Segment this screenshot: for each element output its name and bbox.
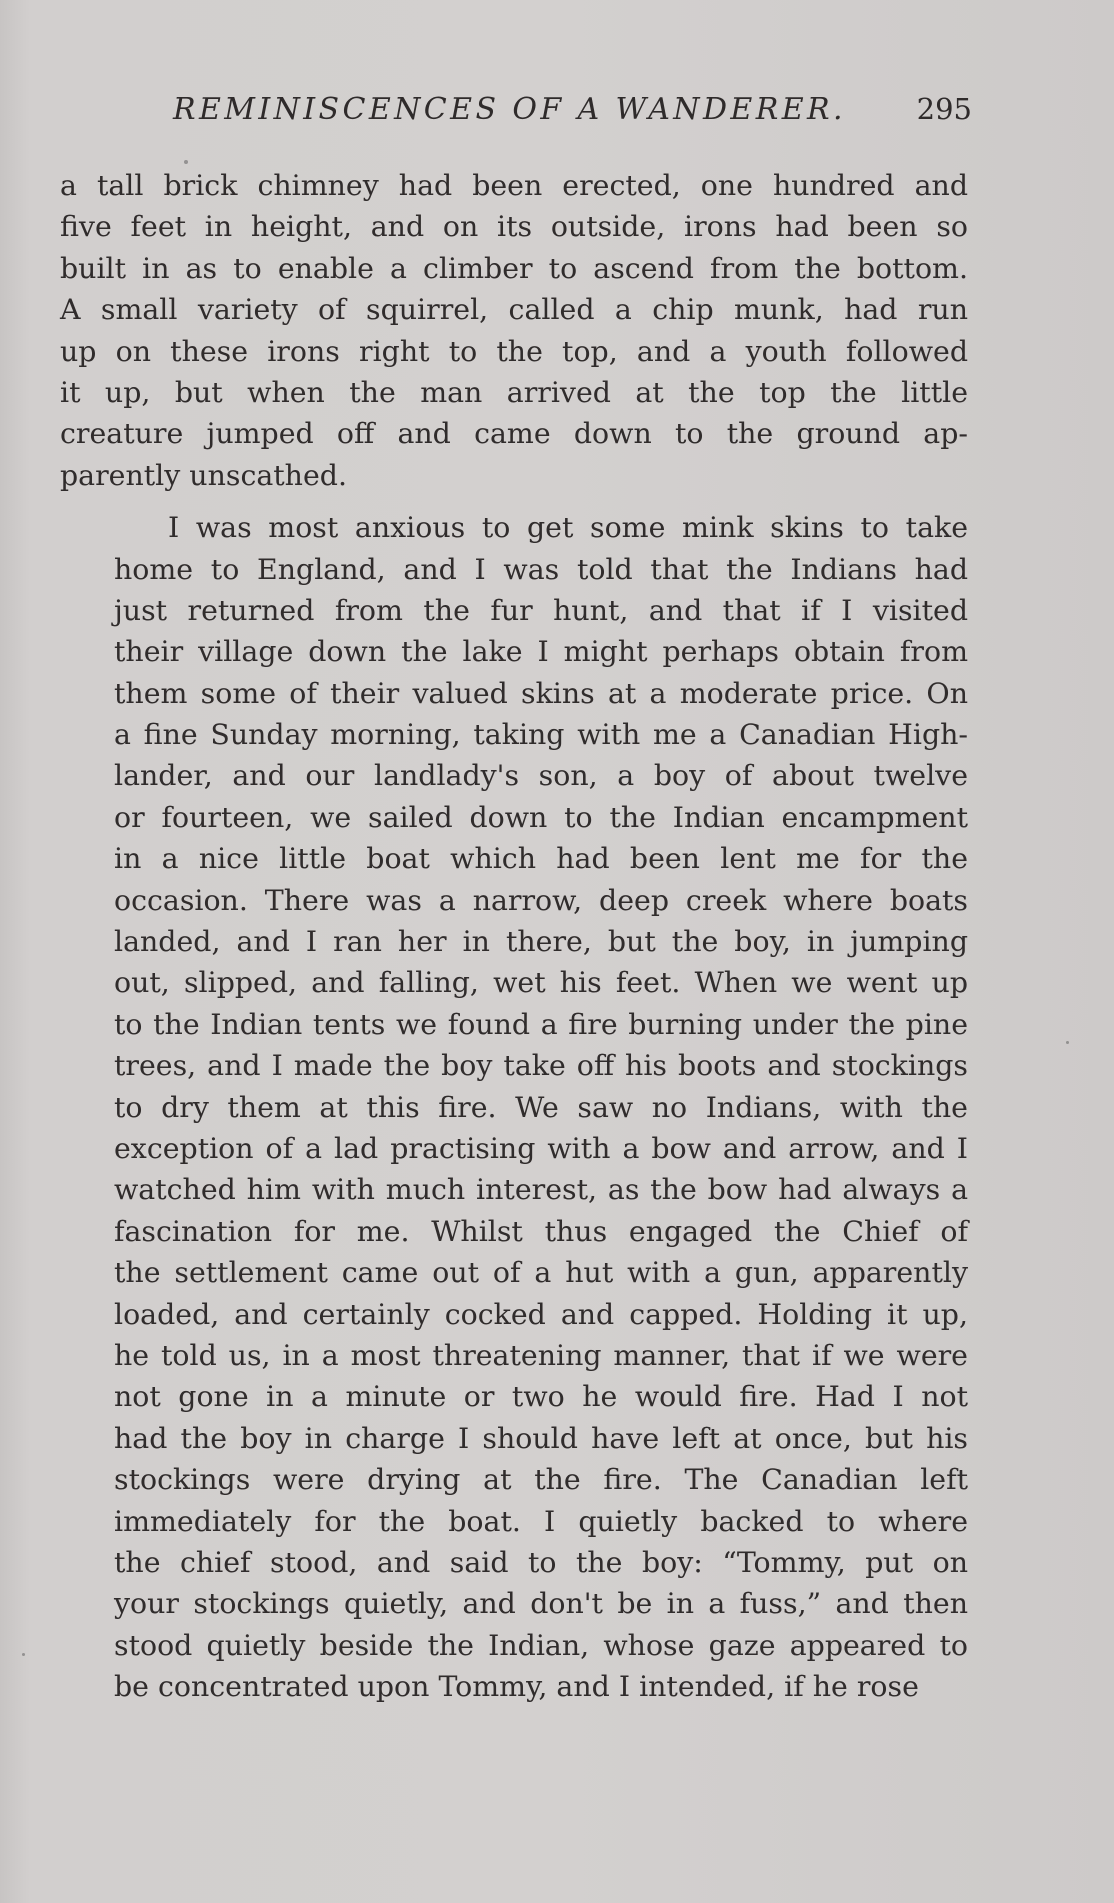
text-line: up on these irons right to the top, and a youth followed [60,334,968,368]
text-line: them some of their valued skins at a moderate price. On [114,676,968,710]
text-line: to dry them at this fire. We saw no Indians, with the [114,1090,968,1124]
text-line: stockings were drying at the fire. The Canadian left [114,1463,968,1497]
paper-speck [1066,1041,1069,1044]
text-line: lander, and our landlady's son, a boy of about twelve [114,759,968,793]
paper-speck [184,160,188,164]
text-line: immediately for the boat. I quietly backed to where [114,1504,968,1538]
text-line: your stockings quietly, and don't be in a fuss,” and then [114,1587,968,1621]
text-line: their village down the lake I might perhaps obtain from [114,635,968,669]
text-line: the settlement came out of a hut with a gun, apparently [114,1256,968,1290]
text-line: exception of a lad practising with a bow and arrow, and I [114,1131,968,1165]
text-line: fascination for me. Whilst thus engaged the Chief of [114,1214,968,1248]
text-line: in a nice little boat which had been lent me for the [114,842,968,876]
text-line: just returned from the fur hunt, and that if I visited [114,593,968,627]
text-line: home to England, and I was told that the Indians had [114,552,968,586]
text-line: creature jumped off and came down to the ground ap- [60,417,968,451]
text-line: A small variety of squirrel, called a chip munk, had run [60,293,968,327]
text-line: stood quietly beside the Indian, whose gaze appeared to [114,1628,968,1662]
text-line: had the boy in charge I should have left at once, but his [114,1421,968,1455]
text-line: or fourteen, we sailed down to the Indian encampment [114,800,968,834]
text-line: I was most anxious to get some mink skins to take [168,511,968,545]
running-title: REMINISCENCES OF A WANDERER. [173,92,846,127]
text-line: a tall brick chimney had been erected, one hundred and [60,169,968,202]
text-line: be concentrated upon Tommy, and I intended, if he rose [114,1670,919,1704]
text-line: to the Indian tents we found a fire burning under the pine [114,1007,968,1041]
paper-speck [22,1653,25,1656]
text-line: occasion. There was a narrow, deep creek where boats [114,883,968,917]
text-line: out, slipped, and falling, wet his feet. When we went up [114,966,968,1000]
text-line: five feet in height, and on its outside, irons had been so [60,210,968,244]
text-line: loaded, and certainly cocked and capped. Holding it up, [114,1297,968,1331]
text-line: not gone in a minute or two he would fire. Had I not [114,1380,968,1414]
text-line: it up, but when the man arrived at the top the little [60,375,968,409]
page-number: 295 [916,92,972,126]
text-line: he told us, in a most threatening manner, that if we were [114,1338,968,1372]
paragraph [60,507,968,1707]
text-line: built in as to enable a climber to ascend from the bottom. [60,251,968,285]
text-line: a fine Sunday morning, taking with me a Canadian High- [114,718,968,752]
text-line: landed, and I ran her in there, but the boy, in jumping [114,925,968,959]
page-header [60,92,972,138]
text-line: the chief stood, and said to the boy: “Tommy, put on [114,1545,968,1579]
body-text [60,165,968,1707]
paragraph [60,165,968,496]
text-line: watched him with much interest, as the bow had always a [114,1173,968,1207]
text-line: trees, and I made the boy take off his boots and stockings [114,1049,968,1083]
text-line: parently unscathed. [60,458,347,492]
